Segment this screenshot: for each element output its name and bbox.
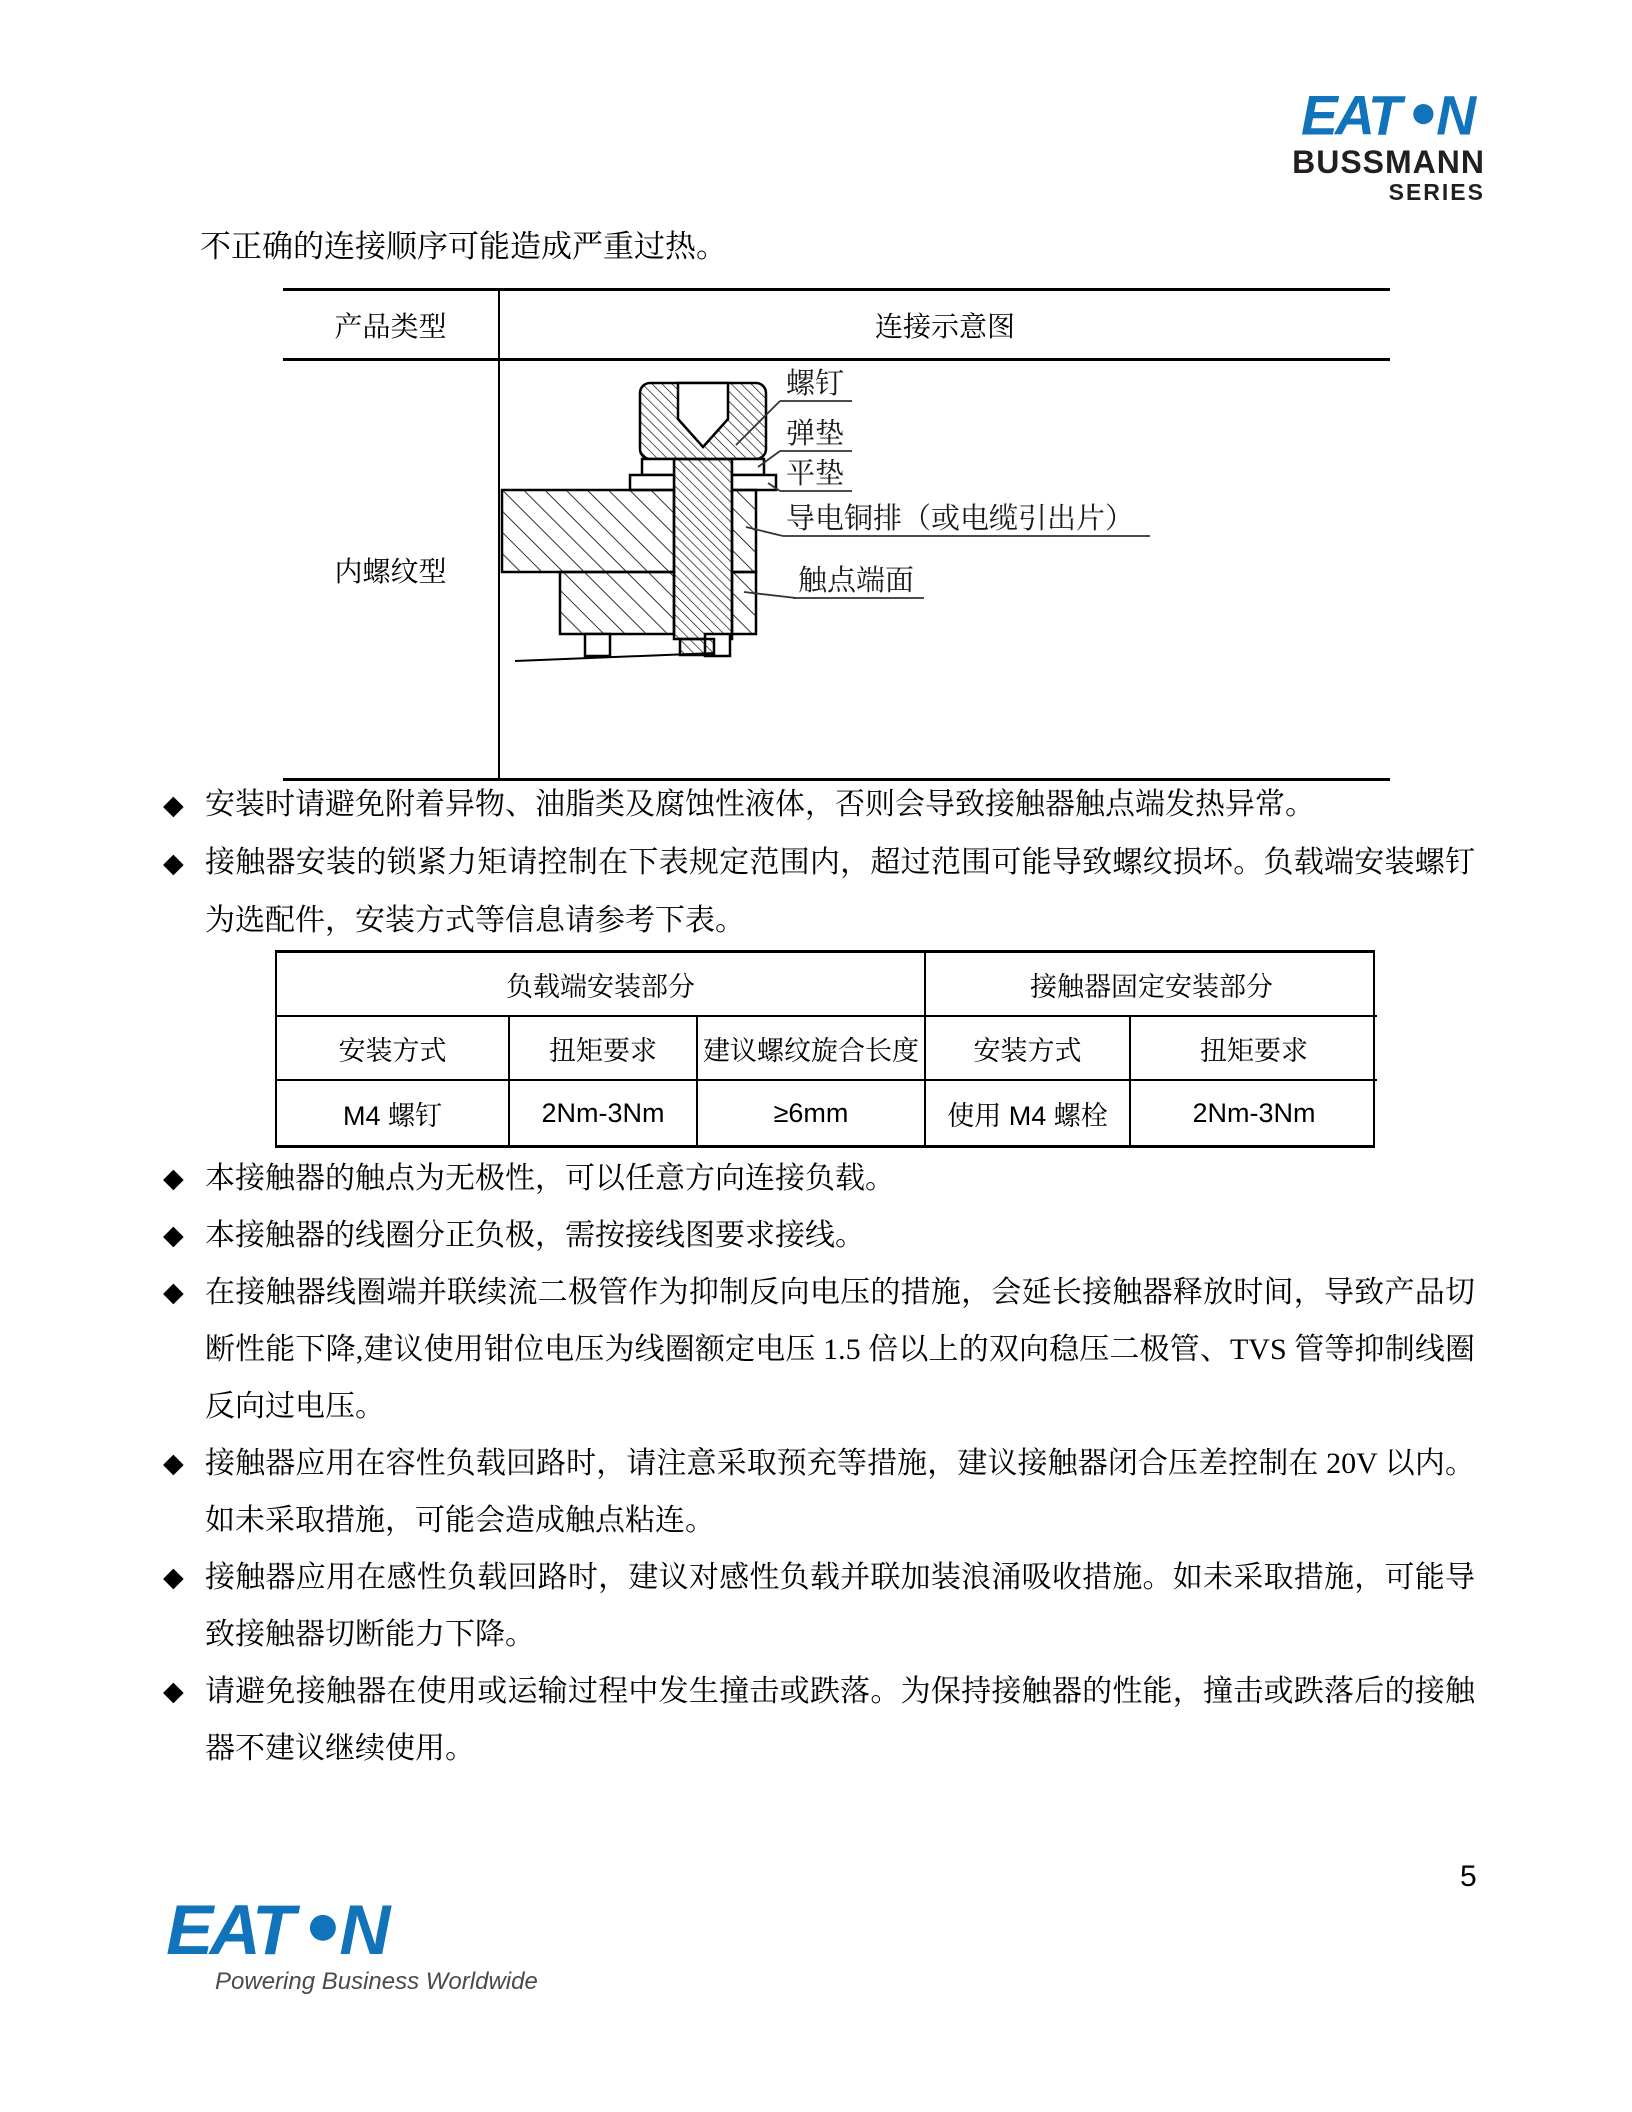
col-header-thread-length: 建议螺纹旋合长度 bbox=[696, 1017, 924, 1081]
note-text: 本接触器的触点为无极性，可以任意方向连接负载。 bbox=[205, 1162, 895, 1195]
col-header-torque-2: 扭矩要求 bbox=[1129, 1017, 1377, 1081]
table1-header-product-type: 产品类型 bbox=[283, 291, 500, 358]
table1-product-type-cell: 内螺纹型 bbox=[283, 361, 500, 778]
diamond-bullet-icon: ◆ bbox=[163, 1448, 184, 1478]
list-item bbox=[163, 1435, 1475, 1549]
svg-text:N: N bbox=[1436, 88, 1474, 142]
value-torque-1: 2Nm-3Nm bbox=[508, 1081, 696, 1145]
list-item bbox=[163, 1207, 1475, 1264]
value-mount-method-1: M4 螺钉 bbox=[342, 1100, 442, 1131]
diamond-bullet-icon: ◆ bbox=[163, 848, 184, 878]
diamond-bullet-icon: ◆ bbox=[163, 1562, 184, 1592]
table1-body-row bbox=[283, 361, 1390, 778]
svg-text:EAT: EAT bbox=[166, 1896, 292, 1962]
eaton-tagline: Powering Business Worldwide bbox=[215, 1968, 538, 1995]
connection-diagram-table bbox=[283, 288, 1390, 781]
bussmann-wordmark: BUSSMANN bbox=[1292, 144, 1485, 180]
col-header-torque-1: 扭矩要求 bbox=[508, 1017, 696, 1081]
diamond-bullet-icon: ◆ bbox=[163, 1676, 184, 1706]
list-item bbox=[163, 1264, 1475, 1435]
group-header-fixing-side: 接触器固定安装部分 bbox=[924, 953, 1377, 1017]
list-item bbox=[163, 834, 1475, 950]
eaton-logo-icon bbox=[1301, 88, 1485, 142]
svg-text:EAT: EAT bbox=[1301, 88, 1399, 142]
value-mount-method-2: 使用 M4 螺栓 bbox=[924, 1081, 1129, 1145]
footer-brand bbox=[165, 1896, 538, 1994]
notes-list-top bbox=[163, 775, 1475, 950]
col-header-mount-method-1: 安装方式 bbox=[277, 1017, 508, 1081]
label-spring-washer: 弹垫 bbox=[786, 418, 845, 450]
col-header-mount-method-2: 安装方式 bbox=[924, 1017, 1129, 1081]
label-busbar: 导电铜排（或电缆引出片） bbox=[786, 503, 1135, 535]
label-flat-washer: 平垫 bbox=[786, 458, 845, 490]
svg-text:N: N bbox=[339, 1896, 387, 1962]
note-text: 本接触器的线圈分正负极，需按接线图要求接线。 bbox=[205, 1219, 865, 1252]
diamond-bullet-icon: ◆ bbox=[163, 1220, 184, 1250]
list-item bbox=[163, 1150, 1475, 1207]
bolt-cross-section bbox=[502, 383, 776, 661]
intro-text: 不正确的连接顺序可能造成严重过热。 bbox=[200, 229, 727, 264]
note-text: 请避免接触器在使用或运输过程中发生撞击或跌落。为保持接触器的性能，撞击或跌落后的接触器不建议继续使用。 bbox=[205, 1675, 1475, 1765]
note-text: 在接触器线圈端并联续流二极管作为抑制反向电压的措施，会延长接触器释放时间，导致产品切断性能下降,建议使用钳位电压为线圈额定电压 1.5 倍以上的双向稳压二极管、TVS 管等抑制线圈反向过电压。 bbox=[205, 1276, 1475, 1423]
note-text: 接触器应用在感性负载回路时，建议对感性负载并联加装浪涌吸收措施。如未采取措施，可能导致接触器切断能力下降。 bbox=[205, 1561, 1475, 1651]
value-torque-2: 2Nm-3Nm bbox=[1129, 1081, 1377, 1145]
group-header-load-side: 负载端安装部分 bbox=[277, 953, 924, 1017]
list-item bbox=[163, 1549, 1475, 1663]
note-text: 安装时请避免附着异物、油脂类及腐蚀性液体，否则会导致接触器触点端发热异常。 bbox=[205, 788, 1315, 821]
label-contact-face: 触点端面 bbox=[798, 565, 915, 597]
list-item bbox=[163, 776, 1475, 834]
diamond-bullet-icon: ◆ bbox=[163, 790, 184, 820]
torque-table bbox=[275, 950, 1375, 1148]
bolt-connection-diagram bbox=[500, 361, 1390, 778]
table1-header-row bbox=[283, 291, 1390, 361]
table1-header-diagram: 连接示意图 bbox=[874, 311, 1015, 343]
diamond-bullet-icon: ◆ bbox=[163, 1163, 184, 1193]
note-text: 接触器应用在容性负载回路时，请注意采取预充等措施，建议接触器闭合压差控制在 20V 以内。如未采取措施，可能会造成触点粘连。 bbox=[205, 1447, 1475, 1537]
header-brand bbox=[1292, 88, 1485, 204]
diamond-bullet-icon: ◆ bbox=[163, 1277, 184, 1307]
note-text: 接触器安装的锁紧力矩请控制在下表规定范围内，超过范围可能导致螺纹损坏。负载端安装螺钉为选配件，安装方式等信息请参考下表。 bbox=[205, 846, 1475, 937]
list-item bbox=[163, 1663, 1475, 1777]
series-wordmark: SERIES bbox=[1388, 179, 1485, 205]
value-thread-length: ≥6mm bbox=[696, 1081, 924, 1145]
label-screw: 螺钉 bbox=[786, 368, 845, 400]
table1-diagram-cell bbox=[500, 361, 1390, 778]
eaton-logo-icon bbox=[165, 1896, 403, 1962]
page-number: 5 bbox=[1460, 1860, 1477, 1893]
notes-list-bottom bbox=[163, 1148, 1475, 1777]
